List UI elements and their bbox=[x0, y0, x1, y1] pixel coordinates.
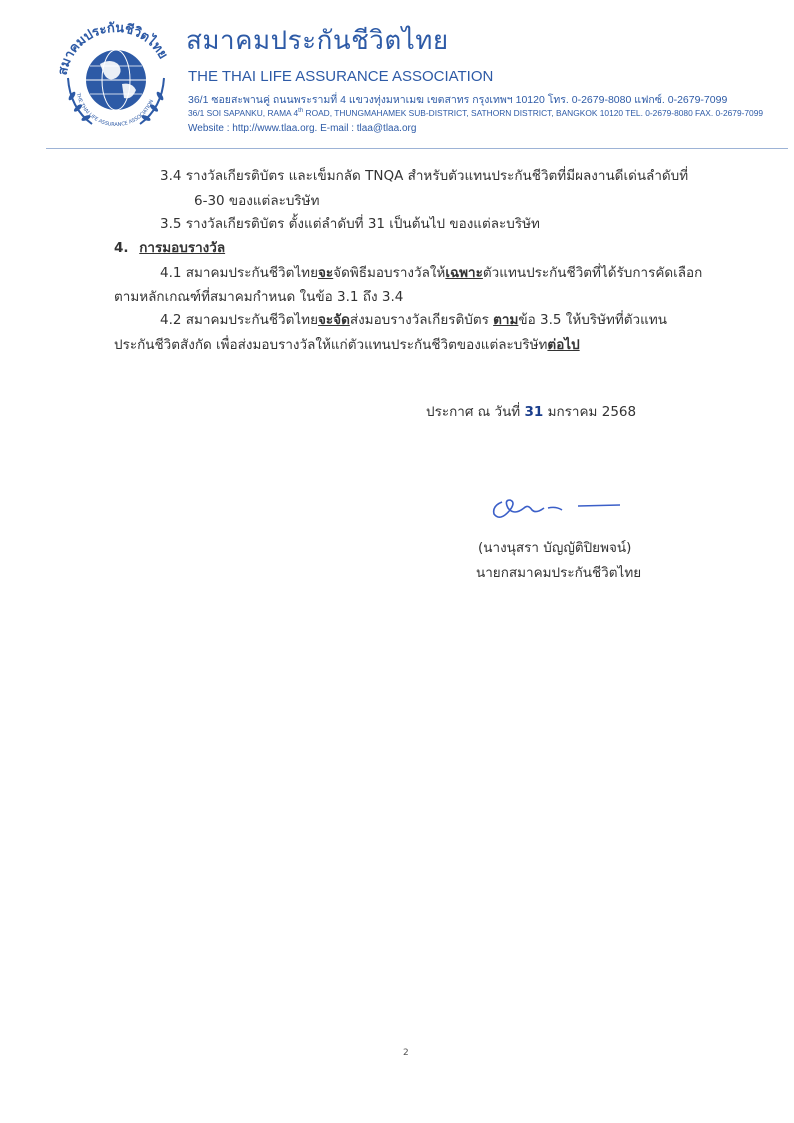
website-email: Website : http://www.tlaa.org. E-mail : tlaa@tlaa.org bbox=[188, 123, 417, 134]
para-4-1-line2: ตามหลักเกณฑ์ที่สมาคมกำหนด ในข้อ 3.1 ถึง 3.4 bbox=[114, 289, 404, 305]
header-divider bbox=[46, 148, 788, 149]
org-name-thai: สมาคมประกันชีวิตไทย bbox=[186, 26, 449, 56]
announcement-day: 31 bbox=[524, 404, 544, 420]
page-number: 2 bbox=[403, 1048, 409, 1058]
logo-ring-thai: สมาคมประกันชีวิตไทย bbox=[55, 20, 171, 77]
section-4-heading bbox=[114, 236, 225, 258]
address-english: 36/1 SOI SAPANKU, RAMA 4th ROAD, THUNGMAHAMEK SUB-DISTRICT, SATHORN DISTRICT, BANGKOK 10120 TEL. 0-2679-8080 FAX. 0-2679-7099 bbox=[188, 108, 764, 118]
para-4-2-line1: 4.2 สมาคมประกันชีวิตไทยจะจัดส่งมอบรางวัลเกียรติบัตร ตามข้อ 3.5 ให้บริษัทที่ตัวแทน bbox=[160, 312, 667, 328]
item-3-4-line2: 6-30 ของแต่ละบริษัท bbox=[194, 193, 320, 209]
para-4-1-line1: 4.1 สมาคมประกันชีวิตไทยจะจัดพิธีมอบรางวัลให้เฉพาะตัวแทนประกันชีวิตที่ได้รับการคัดเลือก bbox=[160, 265, 703, 281]
signatory-title: นายกสมาคมประกันชีวิตไทย bbox=[476, 565, 642, 581]
signatory-name: (นางนุสรา บัญญัติปิยพจน์) bbox=[478, 540, 632, 556]
item-3-5: 3.5 รางวัลเกียรติบัตร ตั้งแต่ลำดับที่ 31 เป็นต้นไป ของแต่ละบริษัท bbox=[160, 216, 540, 232]
logo-ring-eng: THE THAI LIFE ASSURANCE ASSOCIATION bbox=[74, 92, 156, 129]
item-3-4-line1: 3.4 รางวัลเกียรติบัตร และเข็มกลัด TNQA สำหรับตัวแทนประกันชีวิตที่มีผลงานดีเด่นลำดับที่ bbox=[160, 168, 689, 184]
org-name-english: THE THAI LIFE ASSURANCE ASSOCIATION bbox=[188, 68, 494, 85]
section-4-number: 4. bbox=[114, 240, 129, 256]
announcement-date: ประกาศ ณ วันที่ 31 มกราคม 2568 bbox=[426, 404, 637, 420]
para-4-2-line2: ประกันชีวิตสังกัด เพื่อส่งมอบรางวัลให้แก่ตัวแทนประกันชีวิตของแต่ละบริษัทต่อไป bbox=[114, 337, 580, 353]
globe-icon bbox=[86, 50, 146, 110]
tlaa-logo bbox=[52, 12, 180, 136]
signature bbox=[488, 494, 622, 524]
section-4-title: การมอบรางวัล bbox=[139, 240, 226, 256]
address-thai: 36/1 ซอยสะพานคู่ ถนนพระรามที่ 4 แขวงทุ่งมหาเมฆ เขตสาทร กรุงเทพฯ 10120 โทร. 0-2679-8080 แฟกซ์. 0-2679-7099 bbox=[188, 94, 728, 106]
